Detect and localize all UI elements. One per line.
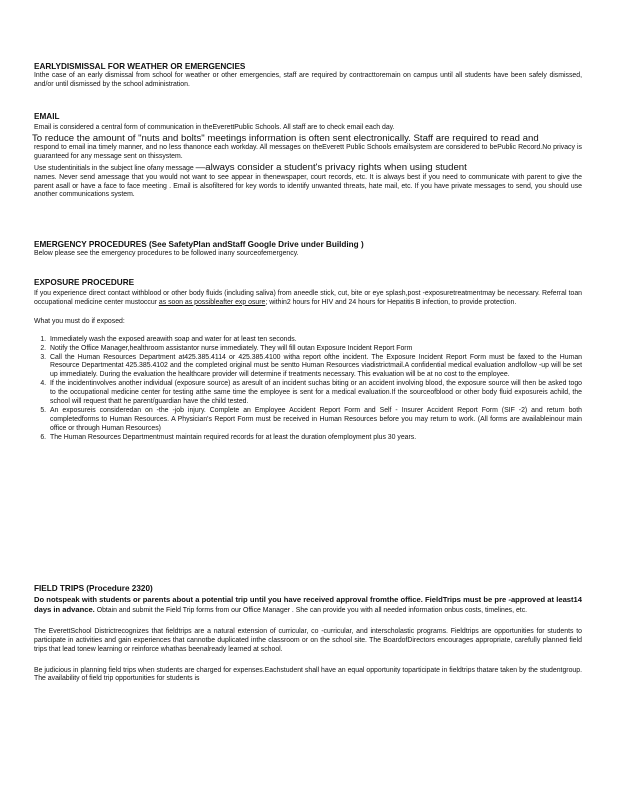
field-trips-bold-text: Do notspeak with students or parents about a potential trip until you have received approval fromthe office. FieldTrips must be pre -approved at least14 days in advance. [34,595,582,614]
email-line-1: Email is considered a central form of communication in theEverettPublic Schools. All staff are to check email each day. [34,124,395,131]
field-trips-intro [34,596,582,616]
exposure-step: 5. An exposureis consideredan on -the -job injury. Complete an Employee Accident Report Form and Self - Insurer Accident Report Form (SIF -2) and return both completedforms to Human Resources. A Physician's Report Form must be received in Human Resources before you may return to work. (All forms are availableinour main office or through Human Resources) [48,407,582,434]
exposure-step: 3. Call the Human Resources Department at425.385.4114 or 425.385.4100 witha report ofthe incident. The Exposure Incident Report Form must be faxed to the Human Resource Departmentat 425.385.4102 and the completed original must be sentto Human Resources viadistrictmail.A confidential medical evaluation andfollow -up will be set up immediately. During the evaluation the healthcare provider will determine if treatments necessary. This evaluation will be at no cost to the employee. [48,354,582,381]
exposure-body-a: If you experience direct contact withblood or other body fluids (including saliva) from aneedle stick, cut, bite or eye splash,post -exposuretreatmentmay be necessary. Referral toan occupational medicine center mustoccur [34,290,582,306]
exposure-step: 4. If the incidentinvolves another individual (exposure source) as aresult of an incident suchas biting or an accident involving blood, the exposure source will then be asked togo to the occupational medicine center for testing atthe same time the employee is sent for a medical evaluation.If the sourceofblood or other body fluid exposureis achild, the school will request thatt he parent/guardian have the child tested. [48,380,582,407]
email-line-3: respond to email ina timely manner, and no less thanonce each workday. All messages on theEverett Public Schools emailsystem are considered to bePublic Record.No privacy is guaranteed for any message sent on thissystem. [34,143,582,160]
email-line-5: names. Never send amessage that you would not want to see appear in thenewspaper, court records, etc. It is always best if you need to communicate with parent to give the parent asall or have a face to face meeting . Email is alsofiltered for key words to identify unwanted threats, hate mail, etc. If you have private messages to send, you should use another communications system. [34,173,582,199]
field-trips-tail: Obtain and submit the Field Trip forms from our Office Manager . She can provide you with all needed information onbus costs, timelines, etc. [96,606,528,614]
exposure-heading: EXPOSURE PROCEDURE [34,278,135,287]
exposure-steps-list [34,336,582,443]
exposure-step: 2. Notify the Office Manager,healthroom assistantor nurse immediately. They will fill outan Exposure Incident Report Form [48,345,582,354]
field-trips-section [34,584,582,684]
exposure-body-b: ; within2 hours for HIV and 24 hours for Hepatitis B infection, to provide protection. [265,298,517,306]
early-dismissal-body: Inthe case of an early dismissal from school for weather or other emergencies, staff are required by contracttoremain on campus until all students have been safely dismissed, and/or until dismissed by the school administration. [34,72,582,88]
field-trips-para-3: Be judicious in planning field trips when students are charged for expenses.Eachstudent shall have an equal opportunity toparticipate in fieldtrips thatare taken by the studentgroup. The availability of field trip opportunities for students is [34,666,582,683]
emergency-body: Below please see the emergency procedures to be followed inany sourceofemergency. [34,250,299,257]
early-dismissal-section [34,62,582,90]
email-line-4-b: —always consider a student's privacy rights when using student [195,161,467,173]
emergency-heading: EMERGENCY PROCEDURES (See SafetyPlan andStaff Google Drive under Building ) [34,240,364,249]
emergency-section [34,240,582,259]
field-trips-para-2: The EverettSchool Districtrecognizes that fieldtrips are a natural extension of curricular, co -curricular, and interscholastic programs. Fieldtrips are opportunities for students to participate in activities and gain experiences that cannotbe duplicated inthe classroom or on the school site. The BoardofDirectors encourages appropriate, carefully planned field trips that lead tonew learning or reinforce whathas beenalready learned at school. [34,627,582,653]
exposure-what-label: What you must do if exposed: [34,317,125,325]
exposure-step: 6. The Human Resources Departmentmust maintain required records for at least the duration ofemployment plus 30 years. [48,434,582,443]
email-line-4-a: Use studentinitials in the subject line ofany message [34,164,194,172]
email-line-2: To reduce the amount of "nuts and bolts" meetings information is often sent electronically. Staff are required to read and [32,132,539,144]
exposure-body [34,290,582,308]
email-heading: EMAIL [34,112,60,121]
email-line-4 [34,162,582,174]
field-trips-heading: FIELD TRIPS (Procedure 2320) [34,584,153,593]
exposure-body-underlined: as soon as possibleafter exp osure [158,298,266,306]
exposure-section [34,278,582,443]
exposure-step: 1. Immediately wash the exposed areawith soap and water for at least ten seconds. [48,336,582,345]
early-dismissal-heading: EARLYDISMISSAL FOR WEATHER OR EMERGENCIES [34,62,246,71]
email-section [34,112,582,200]
